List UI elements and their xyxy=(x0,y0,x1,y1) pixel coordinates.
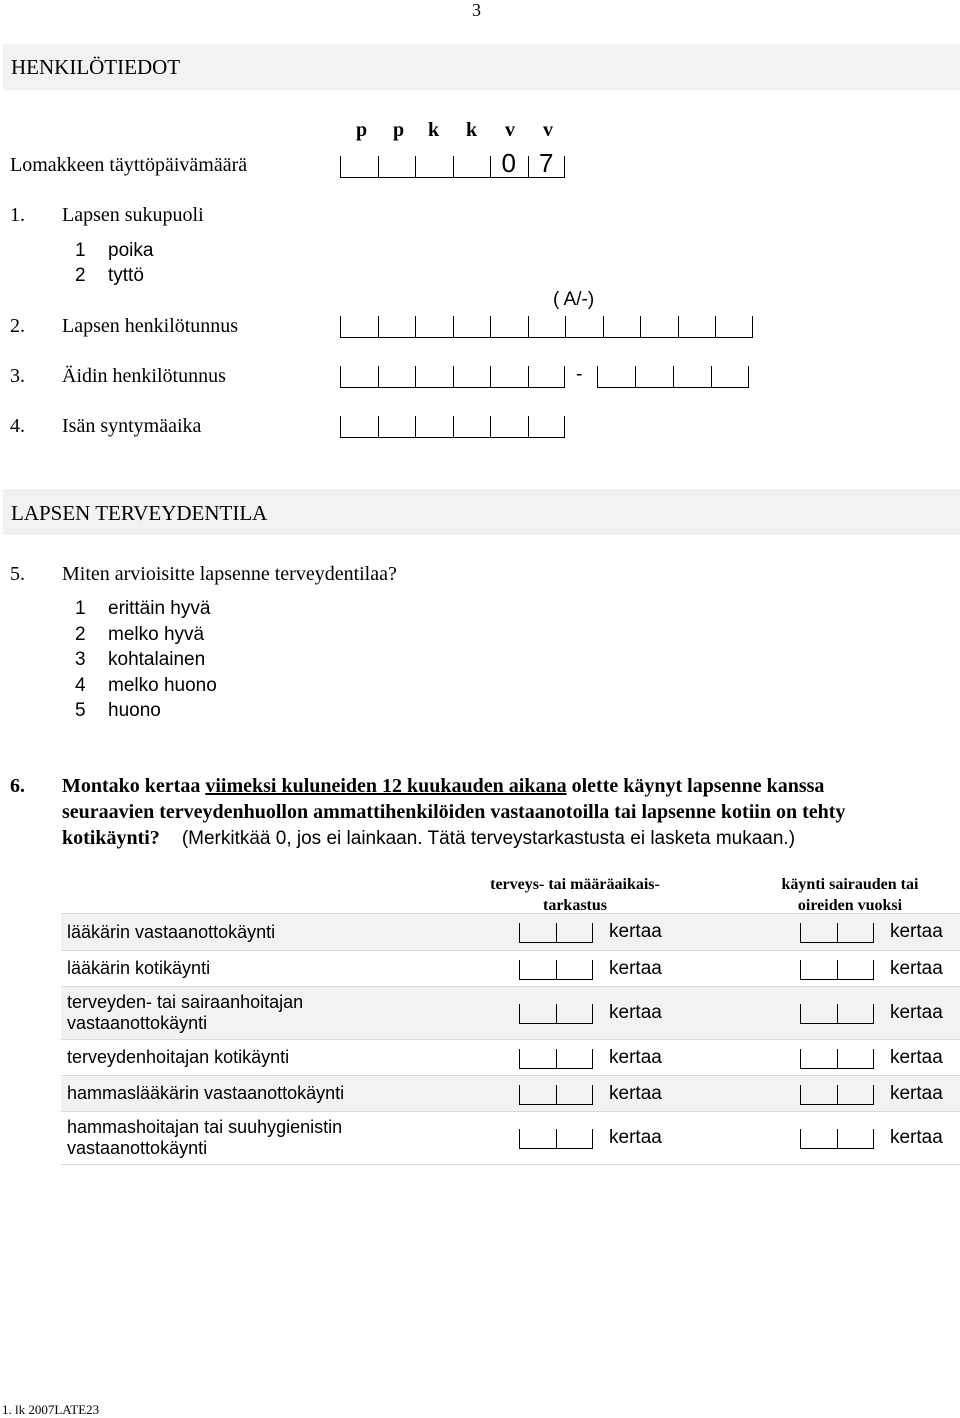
digit-box[interactable] xyxy=(453,416,491,438)
checkup-count-cell xyxy=(512,1040,792,1076)
q1-option-label[interactable]: poika xyxy=(108,240,154,261)
q1-text: Lapsen sukupuoli xyxy=(62,204,204,226)
unit-label: kertaa xyxy=(609,1082,662,1104)
q4-text: Isän syntymäaika xyxy=(62,415,202,437)
illness-count-cell xyxy=(792,914,960,951)
q6-line2: seuraavien terveydenhuollon ammattihenkilöiden vastaanotoilla tai lapsenne kotiin on tehty xyxy=(62,801,846,823)
col-illness-header-line2: oireiden vuoksi xyxy=(797,897,903,914)
digit-box[interactable] xyxy=(490,416,528,438)
unit-label: kertaa xyxy=(889,1046,943,1068)
q1-option-code: 2 xyxy=(75,265,86,286)
visit-type-line1: hammashoitajan tai suuhygienistin xyxy=(67,1117,343,1137)
visit-row xyxy=(61,1112,960,1165)
visit-type-label xyxy=(61,1040,512,1076)
digit-box[interactable] xyxy=(453,316,491,338)
unit-label: kertaa xyxy=(889,1127,943,1148)
illness-count-field[interactable] xyxy=(800,1005,874,1022)
unit-label: kertaa xyxy=(609,1002,662,1023)
unit-label: kertaa xyxy=(609,1046,662,1068)
checkup-count-field[interactable] xyxy=(519,924,593,941)
checkup-count-cell xyxy=(512,987,792,1040)
visit-row xyxy=(61,1076,960,1112)
digit-box[interactable] xyxy=(556,1129,593,1149)
checkup-count-cell xyxy=(512,1076,792,1112)
date-format-letter: p xyxy=(393,119,405,141)
q6-emphasis: viimeksi kuluneiden 12 kuukauden aikana xyxy=(205,775,567,797)
digit-box[interactable] xyxy=(519,923,556,943)
checkup-count-cell xyxy=(512,914,792,951)
visit-type-label xyxy=(61,951,512,987)
digit-box[interactable] xyxy=(565,316,603,338)
q2-number: 2. xyxy=(10,315,25,337)
digit-box[interactable] xyxy=(837,960,874,980)
digit-box[interactable] xyxy=(556,1049,593,1069)
digit-box[interactable] xyxy=(837,1004,874,1024)
q5-option-label[interactable]: melko huono xyxy=(108,674,217,696)
visit-row xyxy=(61,987,960,1040)
digit-box[interactable] xyxy=(415,316,453,338)
date-label: Lomakkeen täyttöpäivämäärä xyxy=(10,154,248,176)
q5-text: Miten arvioisitte lapsenne terveydentilaa? xyxy=(62,563,397,585)
q5-option-label[interactable]: melko hyvä xyxy=(108,623,205,645)
digit-box[interactable] xyxy=(340,316,378,338)
q5-number: 5. xyxy=(10,563,25,585)
health-section-header xyxy=(3,489,960,535)
col-illness-header xyxy=(730,874,960,916)
digit-box[interactable] xyxy=(340,416,378,438)
q5-option-code: 4 xyxy=(75,674,86,696)
digit-box[interactable] xyxy=(556,923,593,943)
checkup-count-field[interactable] xyxy=(519,1086,593,1103)
q1-option-label[interactable]: tyttö xyxy=(108,265,144,286)
q5-option-code: 5 xyxy=(75,700,86,721)
personal-section-header xyxy=(3,44,960,90)
digit-box[interactable] xyxy=(519,1129,556,1149)
unit-label: kertaa xyxy=(609,921,662,942)
q5-option-code: 2 xyxy=(75,623,86,645)
date-format-letter: k xyxy=(466,119,478,141)
q2-note: ( A/-) xyxy=(553,289,595,310)
visit-type-label xyxy=(61,1076,512,1112)
col-checkup-header-line2: tarkastus xyxy=(542,897,607,914)
unit-label: kertaa xyxy=(609,957,662,979)
date-format-letter: v xyxy=(543,119,553,141)
q3-number: 3. xyxy=(10,365,25,387)
digit-box[interactable] xyxy=(715,316,753,338)
digit-box[interactable] xyxy=(519,1004,556,1024)
digit-box[interactable] xyxy=(800,1085,837,1105)
digit-box[interactable] xyxy=(378,316,416,338)
digit-box[interactable] xyxy=(528,366,566,388)
digit-box[interactable] xyxy=(519,960,556,980)
digit-box[interactable] xyxy=(519,1085,556,1105)
footer-code: 1. lk 2007LATE23 xyxy=(2,1402,100,1417)
q6-text-part1: Montako kertaa xyxy=(62,775,206,797)
checkup-count-field[interactable] xyxy=(519,1130,593,1147)
checkup-count-field[interactable] xyxy=(519,1005,593,1022)
digit-box[interactable] xyxy=(528,316,566,338)
digit-box[interactable] xyxy=(378,366,416,388)
illness-count-field[interactable] xyxy=(800,924,874,941)
q6-note: (Merkitkää 0, jos ei lainkaan. Tätä terveystarkastusta ei lasketa mukaan.) xyxy=(181,828,796,849)
digit-box[interactable] xyxy=(556,960,593,980)
digit-box[interactable] xyxy=(711,366,749,388)
illness-count-cell xyxy=(792,951,960,987)
checkup-count-cell xyxy=(512,951,792,987)
digit-box[interactable] xyxy=(378,156,416,178)
date-format-letter: k xyxy=(428,119,440,141)
illness-count-field[interactable] xyxy=(800,1050,874,1067)
date-digit: 0 xyxy=(501,148,516,178)
digit-box[interactable] xyxy=(673,366,711,388)
digit-box[interactable] xyxy=(556,1004,593,1024)
id-separator: - xyxy=(576,364,583,385)
digit-box[interactable] xyxy=(378,416,416,438)
col-checkup-header-line1: terveys- tai määräaikais- xyxy=(490,876,660,893)
q3-text: Äidin henkilötunnus xyxy=(62,365,226,387)
q5-option-label[interactable]: kohtalainen xyxy=(108,649,206,670)
digit-box[interactable] xyxy=(640,316,678,338)
visit-type-line1: terveydenhoitajan kotikäynti xyxy=(67,1047,290,1067)
digit-box[interactable] xyxy=(519,1049,556,1069)
digit-box[interactable] xyxy=(800,1049,837,1069)
digit-box[interactable] xyxy=(597,366,635,388)
q2-text: Lapsen henkilötunnus xyxy=(62,315,239,337)
date-format-letter: p xyxy=(356,119,368,141)
visit-row xyxy=(61,1040,960,1076)
digit-box[interactable] xyxy=(415,366,453,388)
digit-box[interactable] xyxy=(490,366,528,388)
digit-box[interactable] xyxy=(635,366,673,388)
personal-section-title: HENKILÖTIEDOT xyxy=(11,55,181,79)
q6-text-part2: olette käynyt lapsenne kanssa xyxy=(566,775,825,797)
q4-number: 4. xyxy=(10,415,25,437)
digit-box[interactable] xyxy=(453,366,491,388)
illness-count-cell xyxy=(792,987,960,1040)
illness-count-cell xyxy=(792,1112,960,1165)
q6-number: 6. xyxy=(10,775,25,797)
q1-option-code: 1 xyxy=(75,240,86,261)
illness-count-cell xyxy=(792,1040,960,1076)
digit-box[interactable] xyxy=(528,416,566,438)
visit-type-line1: lääkärin vastaanottokäynti xyxy=(67,921,276,942)
visits-table xyxy=(61,913,960,1165)
unit-label: kertaa xyxy=(609,1127,662,1148)
digit-box[interactable] xyxy=(678,316,716,338)
unit-label: kertaa xyxy=(889,921,943,942)
q5-option-code: 3 xyxy=(75,649,86,670)
digit-box[interactable] xyxy=(603,316,641,338)
visit-row xyxy=(61,951,960,987)
illness-count-cell xyxy=(792,1076,960,1112)
visit-type-line1: lääkärin kotikäynti xyxy=(67,958,211,978)
digit-box[interactable] xyxy=(837,1049,874,1069)
date-digit: 7 xyxy=(539,148,554,178)
health-section-title: LAPSEN TERVEYDENTILA xyxy=(11,501,268,525)
checkup-count-cell xyxy=(512,1112,792,1165)
illness-count-field[interactable] xyxy=(800,1086,874,1103)
digit-box[interactable] xyxy=(415,416,453,438)
q6-line3 xyxy=(62,827,795,850)
visit-row xyxy=(61,914,960,951)
digit-box[interactable] xyxy=(340,156,378,178)
col-illness-header-line1: käynti sairauden tai xyxy=(781,876,919,893)
visit-type-label xyxy=(61,987,512,1040)
unit-label: kertaa xyxy=(889,1002,943,1023)
visit-type-line1: hammaslääkärin vastaanottokäynti xyxy=(67,1083,345,1103)
checkup-count-field[interactable] xyxy=(519,961,593,978)
digit-box[interactable] xyxy=(837,1085,874,1105)
digit-box[interactable] xyxy=(415,156,453,178)
date-format-letter: v xyxy=(505,119,515,141)
q5-option-label[interactable]: erittäin hyvä xyxy=(108,598,211,619)
digit-box[interactable] xyxy=(340,366,378,388)
digit-box[interactable] xyxy=(556,1085,593,1105)
page-number: 3 xyxy=(472,0,481,20)
visit-type-line2: vastaanottokäynti xyxy=(67,1138,208,1158)
col-checkup-header xyxy=(470,874,680,916)
checkup-count-field[interactable] xyxy=(519,1050,593,1067)
q5-option-code: 1 xyxy=(75,598,86,619)
digit-box[interactable] xyxy=(800,960,837,980)
visit-type-label xyxy=(61,914,512,951)
digit-box[interactable] xyxy=(453,156,491,178)
digit-box[interactable] xyxy=(837,1129,874,1149)
illness-count-field[interactable] xyxy=(800,961,874,978)
unit-label: kertaa xyxy=(889,957,943,979)
visit-type-line2: vastaanottokäynti xyxy=(67,1013,208,1033)
visit-type-label xyxy=(61,1112,512,1165)
visit-type-line1: terveyden- tai sairaanhoitajan xyxy=(67,992,304,1012)
digit-box[interactable] xyxy=(800,1129,837,1149)
q6-line1 xyxy=(62,775,824,798)
q1-number: 1. xyxy=(10,204,25,226)
unit-label: kertaa xyxy=(889,1082,943,1104)
illness-count-field[interactable] xyxy=(800,1130,874,1147)
digit-box[interactable] xyxy=(800,923,837,943)
digit-box[interactable] xyxy=(800,1004,837,1024)
digit-box[interactable] xyxy=(837,923,874,943)
q6-line3-bold: kotikäynti? xyxy=(62,827,160,849)
q5-option-label[interactable]: huono xyxy=(108,700,161,721)
digit-box[interactable] xyxy=(490,316,528,338)
